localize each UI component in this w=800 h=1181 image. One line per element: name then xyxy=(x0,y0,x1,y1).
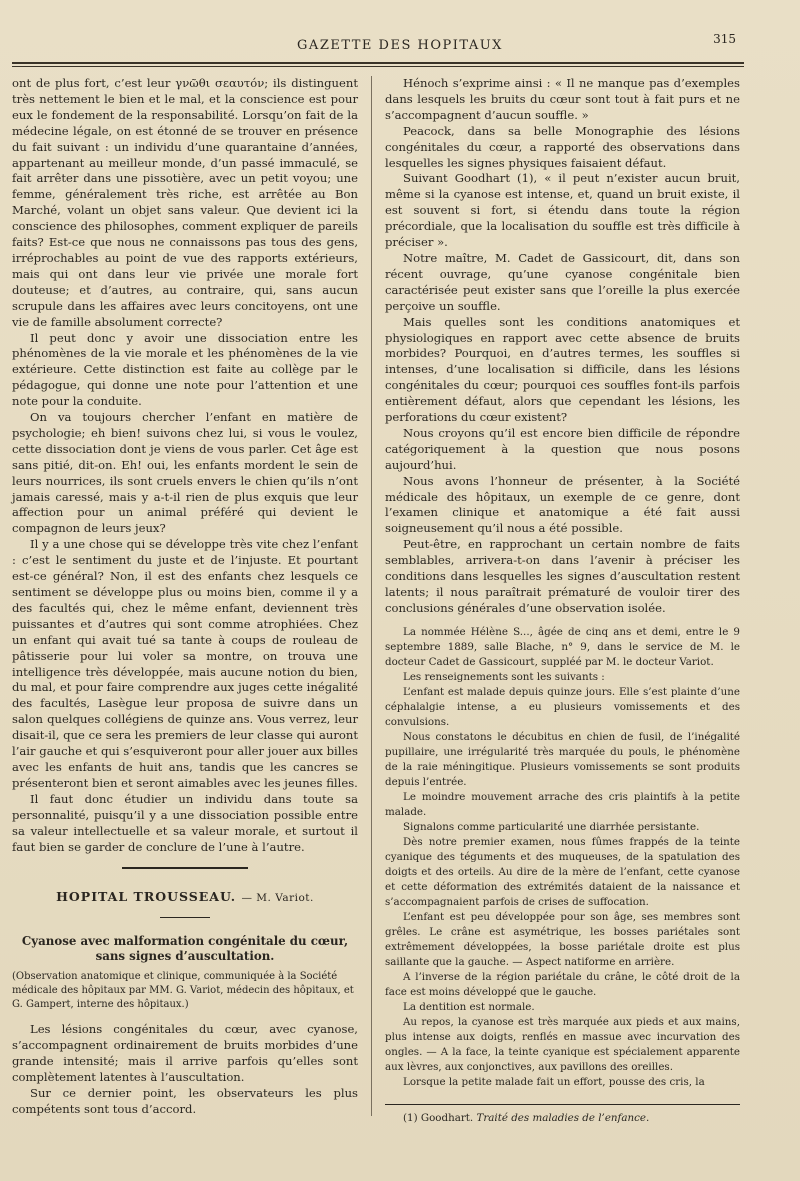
footnote-rule xyxy=(385,1104,740,1105)
left-column xyxy=(12,76,358,1118)
article-title: Cyanose avec malformation congénitale du cœur, sans signes d’auscultation. xyxy=(21,934,349,964)
header-rule-thin xyxy=(12,66,744,67)
section-hospital: HOPITAL TROUSSEAU. xyxy=(56,889,237,905)
case-paragraph: Les renseignements sont les suivants : xyxy=(403,670,605,683)
small-rule xyxy=(160,917,210,918)
section-title xyxy=(12,889,358,907)
case-paragraph: La nommée Hélène S..., âgée de cinq ans et demi, entre le 9 septembre 1889, salle Blache, n° 9, dans le service de M. le docteur Cadet de Gassicourt, suppléé par M. le docteur Variot. xyxy=(385,625,740,668)
case-paragraph: L’enfant est peu développée pour son âge, ses membres sont grêles. Le crâne est asymétrique, les bosses pariétales sont extrêmement développées, la bosse pariétale droite est plus saillante que la gauche. — Aspect natiforme en arrière. xyxy=(385,910,740,968)
case-paragraph: Le moindre mouvement arrache des cris plaintifs à la petite malade. xyxy=(385,790,740,818)
case-paragraph: Dès notre premier examen, nous fûmes frappés de la teinte cyanique des téguments et des muqueuses, de la spatulation des doigts et des orteils. Au dire de la mère de l’enfant, cette cyanose et cette déformation des extrémités dataient de la naissance et s’accompagnaient parfois de crises de suffocation. xyxy=(385,835,740,908)
paragraph: Il y a une chose qui se développe très vite chez l’enfant : c’est le sentiment du juste et de l’injuste. Et pourtant est-ce général? Non, il est des enfants chez lesquels ce sentiment se développe plus ou moins bien, comme il y a des facultés qui, chez le même enfant, deviennent très puissantes et d’autres qui sont comme atrophiées. Chez un enfant qui avait tué sa tante à coups de rouleau de pâtisserie pour lui voler sa montre, on trouva une intelligence très développée, mais aucune notion du bien, du mal, et pour faire comprendre aux juges cette inégalité des facultés, Lasègue leur proposa de suivre dans un salon quelques collégiens de quinze ans. Vous verrez, leur disait-il, que ce sera les premiers de leur classe qui auront l’air gauche et qui s’esquiveront pour aller jouer aux billes avec les enfants de huit ans, tandis que les cancres se présenteront bien et seront aimables avec les jeunes filles. xyxy=(12,537,358,790)
footnote-ref: (1) Goodhart. xyxy=(403,1111,474,1124)
paragraph: Notre maître, M. Cadet de Gassicourt, dit, dans son récent ouvrage, qu’une cyanose congénitale bien caractérisée peut exister sans que l’oreille la plus exercée perçoive un souffle. xyxy=(385,250,740,313)
journal-title: GAZETTE DES HOPITAUX xyxy=(297,38,503,53)
paragraph: Les lésions congénitales du cœur, avec cyanose, s’accompagnent ordinairement de bruits morbides d’une grande intensité; mais il arrive parfois qu’elles sont complètement latentes à l’auscultation. xyxy=(12,1022,358,1085)
page-number: 315 xyxy=(713,32,736,46)
case-paragraph: Nous constatons le décubitus en chien de fusil, de l’inégalité pupillaire, une irrégularité très marquée du pouls, le phénomène de la raie méningitique. Plusieurs vomissements se sont produits depuis l’entrée. xyxy=(385,730,740,788)
case-paragraph: Au repos, la cyanose est très marquée aux pieds et aux mains, plus intense aux doigts, renflés en massue avec incurvation des ongles. — A la face, la teinte cyanique est spécialement apparente aux lèvres, aux conjonctives, aux pavillons des oreilles. xyxy=(385,1015,740,1073)
case-paragraph: L’enfant est malade depuis quinze jours. Elle s’est plainte d’une céphalalgie intense, a eu plusieurs vomissements et des convulsions. xyxy=(385,685,740,728)
case-paragraph: A l’inverse de la région pariétale du crâne, le côté droit de la face est moins développé que le gauche. xyxy=(385,970,740,998)
column-divider xyxy=(371,76,372,1116)
paragraph: Suivant Goodhart (1), « il peut n’exister aucun bruit, même si la cyanose est intense, et, quand un bruit existe, il est souvent si fort, si étendu dans toute la région précordiale, que la localisation du souffle est très difficile à préciser ». xyxy=(385,171,740,250)
header-rule xyxy=(12,62,744,64)
right-column xyxy=(385,76,740,1127)
paragraph: Nous avons l’honneur de présenter, à la Société médicale des hôpitaux, un exemple de ce genre, dont l’examen clinique et anatomique a été fait aussi soigneusement qu’il nous a été possible. xyxy=(385,473,740,536)
case-paragraph: La dentition est normale. xyxy=(403,1000,535,1013)
case-paragraph: Lorsque la petite malade fait un effort, pousse des cris, la xyxy=(403,1075,705,1088)
paragraph: Sur ce dernier point, les observateurs les plus compétents sont tous d’accord. xyxy=(12,1085,358,1116)
footnote xyxy=(385,1111,740,1127)
section-separator xyxy=(12,861,358,875)
page-header xyxy=(0,32,800,60)
paragraph: Mais quelles sont les conditions anatomiques et physiologiques en rapport avec cette absence de bruits morbides? Pourquoi, en d’autres termes, les souffles si intenses, d’une localisation si difficile, dans les lésions congénitales du cœur; pourquoi ces souffles font-ils parfois entièrement défaut, alors que cependant les lésions, les perforations du cœur existent? xyxy=(385,314,740,425)
paragraph: Hénoch s’exprime ainsi : « Il ne manque pas d’exemples dans lesquels les bruits du cœur sont tout à fait purs et ne s’accompagnent d’aucun souffle. » xyxy=(385,76,740,122)
section-author: — M. Variot. xyxy=(241,892,314,905)
paragraph: Peacock, dans sa belle Monographie des lésions congénitales du cœur, a rapporté des observations dans lesquelles les signes physiques faisaient défaut. xyxy=(385,123,740,170)
footnote-text: Traité des maladies de l’enfance. xyxy=(476,1111,650,1124)
paragraph: Il faut donc étudier un individu dans toute sa personnalité, puisqu’il y a une dissociation possible entre sa valeur intellectuelle et sa valeur morale, et surtout il faut bien se garder de conclure de l’une à l’autre. xyxy=(12,791,358,854)
paragraph: Il peut donc y avoir une dissociation entre les phénomènes de la vie morale et les phénomènes de la vie extérieure. Cette distinction est faite au collège par le pédagogue, qui donne une note pour l’attention et une note pour la conduite. xyxy=(12,330,358,409)
case-paragraph: Signalons comme particularité une diarrhée persistante. xyxy=(403,820,700,833)
paragraph: Nous croyons qu’il est encore bien difficile de répondre catégoriquement à la question que nous posons aujourd’hui. xyxy=(385,425,740,472)
paragraph: Peut-être, en rapprochant un certain nombre de faits semblables, arrivera-t-on dans l’avenir à préciser les conditions dans lesquelles les signes d’auscultation restent latents; il nous paraîtrait prématuré de vouloir tirer des conclusions générales d’une observation isolée. xyxy=(385,537,740,615)
article-subtitle: (Observation anatomique et clinique, communiquée à la Société médicale des hôpitaux par MM. G. Variot, médecin des hôpitaux, et G. Gampert, interne des hôpitaux.) xyxy=(12,971,354,1011)
paragraph: ont de plus fort, c’est leur γνῶθι σεαυτόν; ils distinguent très nettement le bien et le mal, et la conscience est pour eux le fondement de la responsabilité. Lorsqu’on fait de la médecine légale, on est étonné de se trouver en présence du fait suivant : un individu d’une quarantaine d’années, appartenant au meilleur monde, d’un passé immaculé, se fait arrêter dans une pissotière, avec un petit voyou; une femme, généralement très riche, est arrêtée au Bon Marché, volant un objet sans valeur. Que devient ici la conscience des philosophes, comment expliquer de pareils faits? Est-ce que nous ne connaissons pas tous des gens, irréprochables au point de vue des rapports extérieurs, mais qui ont dans leur vie privée une morale fort douteuse; et d’autres, au contraire, qui, sans aucun scrupule dans les affaires avec leurs concitoyens, ont une vie de famille absolument correcte? xyxy=(12,76,358,329)
paragraph: On va toujours chercher l’enfant en matière de psychologie; eh bien! suivons chez lui, si vous le voulez, cette dissociation dont je viens de vous parler. Cet âge est sans pitié, dit-on. Eh! oui, les enfants mordent le sein de leurs nourrices, ils sont cruels envers le chien qu’ils n’ont jamais caressé, mais y a-t-il rien de plus exquis que leur affection pour un animal préféré qui devient le compagnon de leurs jeux? xyxy=(12,410,358,536)
